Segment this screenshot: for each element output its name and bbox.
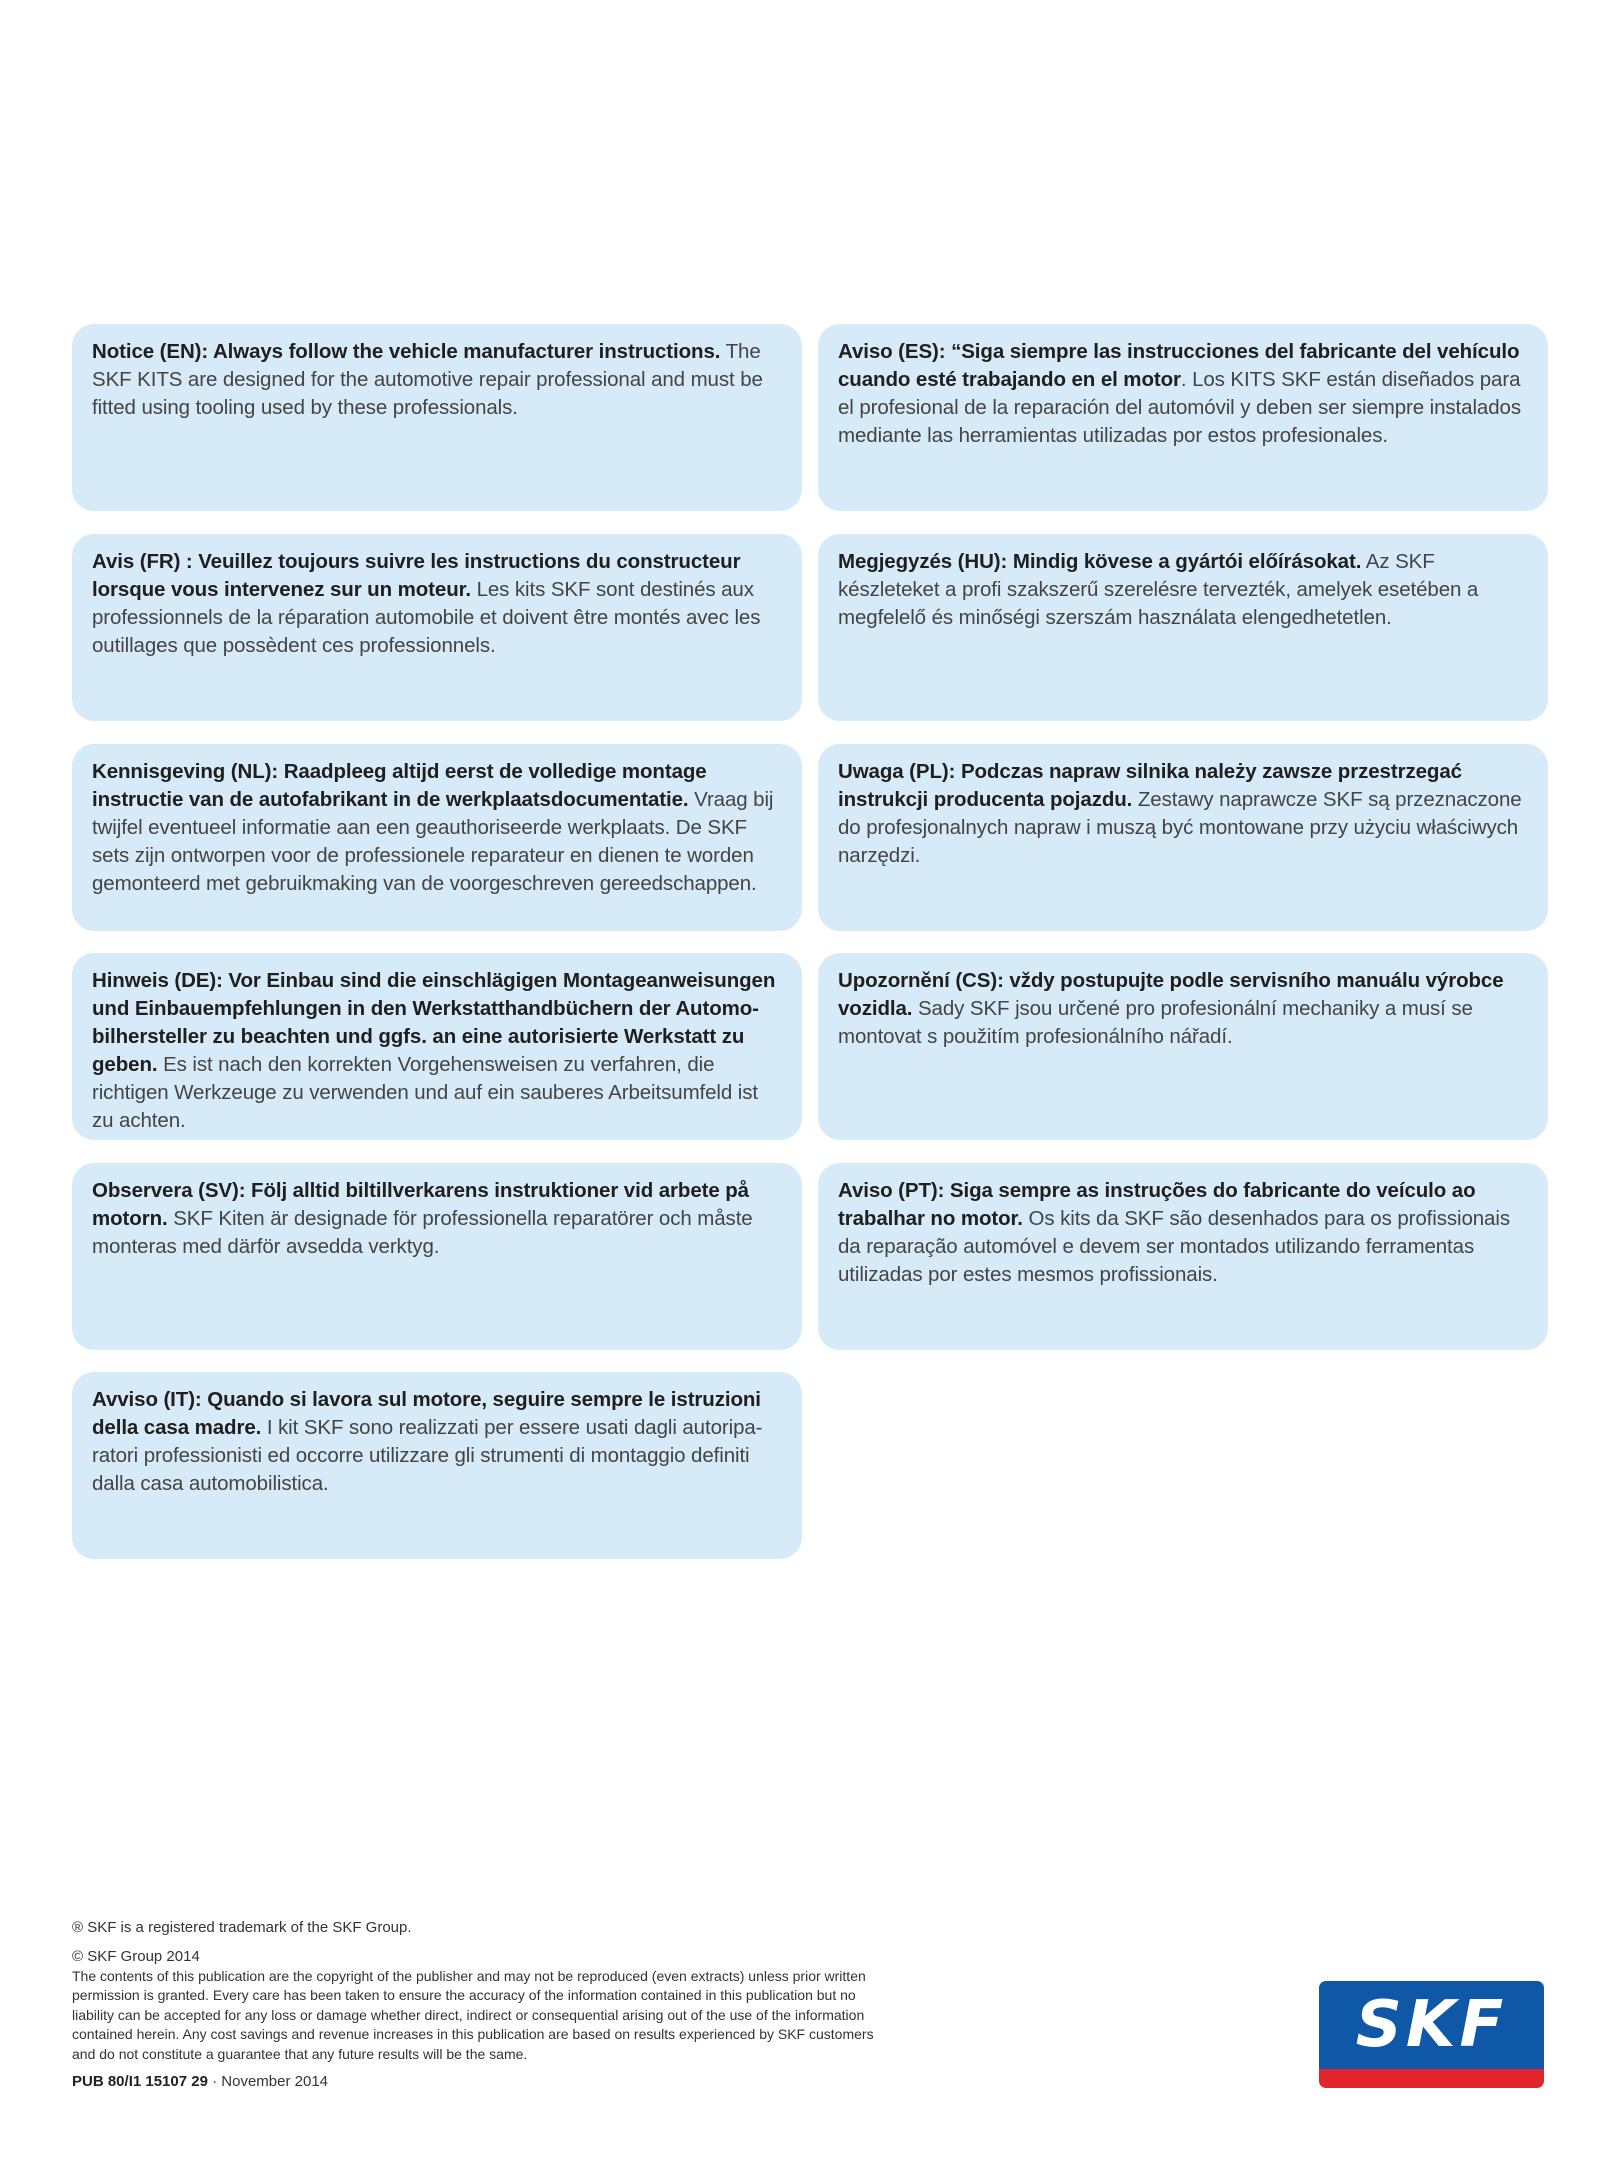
notice-heading: Aviso (PT): Siga sempre as instruções do fabricante do veículo ao trabalhar no motor. (838, 1179, 1476, 1230)
notice-text: SKF Kiten är designade för professionella reparatörer och måste monteras med därför avsedda verktyg. (92, 1207, 753, 1258)
notice-heading: Aviso (ES): “Siga siempre las instrucciones del fabricante del vehículo cuando esté trabajando en el motor (838, 340, 1520, 391)
notice-heading: Avis (FR) : Veuillez toujours suivre les instructions du constructeur lorsque vous intervenez sur un moteur. (92, 550, 741, 601)
notice-text: Es ist nach den korrekten Vorgehensweisen zu verfahren, die richtigen Werkzeuge zu verwenden und auf ein sauberes Arbeitsumfeld ist zu achten. (92, 1053, 758, 1132)
copyright-line: © SKF Group 2014 (72, 1948, 200, 1965)
notice-es (818, 324, 1548, 511)
notice-text: Vraag bij twijfel eventueel informatie aan een geauthoriseerde werkplaats. De SKF sets zijn ontworpen voor de professionele reparateur en dienen te worden gemonteerd met gebruikmaking van de voorgeschreven gereedschappen. (92, 788, 774, 895)
notice-heading: Megjegyzés (HU): Mindig kövese a gyártói előírásokat. (838, 550, 1362, 573)
notice-heading: Hinweis (DE): Vor Einbau sind die einschlägigen Montageanweisungen und Einbauempfehlungen in den Werkstatthandbüchern der Automo-bilhersteller zu beachten und ggfs. an eine autorisierte Werkstatt zu geben. (92, 969, 776, 1076)
notice-text: Zestawy naprawcze SKF są przeznaczone do profesjonalnych napraw i muszą być montowane przy użyciu właściwych narzędzi. (838, 788, 1522, 867)
notice-de (72, 953, 802, 1140)
notice-text: Os kits da SKF são desenhados para os profissionais da reparação automóvel e devem ser montados utilizando ferramentas utilizadas por estes mesmos profissionais. (838, 1207, 1510, 1286)
notice-text: . Los KITS SKF están diseñados para el profesional de la reparación del automóvil y deben ser siempre instalados mediante las herramientas utilizadas por estos profesionales. (838, 368, 1521, 447)
publication-separator: · (207, 2073, 222, 2091)
publication-number: PUB 80/I1 15107 29 (72, 2073, 208, 2091)
notice-hu (818, 534, 1548, 721)
notice-heading: Avviso (IT): Quando si lavora sul motore, seguire sempre le istruzioni della casa madre. (92, 1388, 761, 1439)
notice-fr (72, 534, 802, 721)
logo-wordmark: SKF (1355, 1988, 1508, 2062)
notice-en (72, 324, 802, 511)
notice-text: The SKF KITS are designed for the automotive repair professional and must be fitted using tooling used by these professionals. (92, 340, 763, 419)
notice-heading: Kennisgeving (NL): Raadpleeg altijd eerst de volledige montage instructie van de autofabrikant in de werkplaatsdocumentatie. (92, 760, 707, 811)
legal-disclaimer: The contents of this publication are the copyright of the publisher and may not be reproduced (even extracts) unless prior written permission is granted. Every care has been taken to ensure the accuracy of the information contained in this publication but no liability can be accepted for any loss or damage whether direct, indirect or consequential arising out of the use of the information contained herein. Any cost savings and revenue increases in this publication are based on results experienced by SKF customers and do not constitute a guarantee that any future results will be the same. (72, 1968, 874, 2062)
skf-logo (1319, 1981, 1544, 2088)
notice-pt (818, 1163, 1548, 1350)
notice-pl (818, 744, 1548, 931)
notice-text: Les kits SKF sont destinés aux professionnels de la réparation automobile et doivent être montés avec les outillages que possèdent ces professionnels. (92, 578, 761, 657)
footer (72, 1918, 892, 2092)
notice-sv (72, 1163, 802, 1350)
notice-cs (818, 953, 1548, 1140)
notice-heading: Upozornění (CS): vždy postupujte podle servisního manuálu výrobce vozidla. (838, 969, 1504, 1020)
publication-info (72, 2072, 892, 2092)
publication-date: November 2014 (221, 2073, 329, 2091)
logo-red-stripe (1319, 2069, 1544, 2088)
notice-text: Sady SKF jsou určené pro profesionální mechaniky a musí se montovat s použitím profesionálního nářadí. (838, 997, 1473, 1048)
trademark-note: ® SKF is a registered trademark of the SKF Group. (72, 1919, 412, 1936)
notice-text: I kit SKF sono realizzati per essere usati dagli autoripa-ratori professionisti ed occorre utilizzare gli strumenti di montaggio definiti dalla casa automobilistica. (92, 1416, 763, 1495)
notice-heading: Uwaga (PL): Podczas napraw silnika należy zawsze przestrzegać instrukcji producenta pojazdu. (838, 760, 1462, 811)
notice-heading: Observera (SV): Följ alltid biltillverkarens instruktioner vid arbete på motorn. (92, 1179, 749, 1230)
notice-nl (72, 744, 802, 931)
notice-heading: Notice (EN): Always follow the vehicle manufacturer instructions. (92, 340, 721, 363)
notice-it (72, 1372, 802, 1559)
notice-text: Az SKF készleteket a profi szakszerű szerelésre tervezték, amelyek esetében a megfelelő és minőségi szerszám használata elengedhetetlen. (838, 550, 1479, 629)
